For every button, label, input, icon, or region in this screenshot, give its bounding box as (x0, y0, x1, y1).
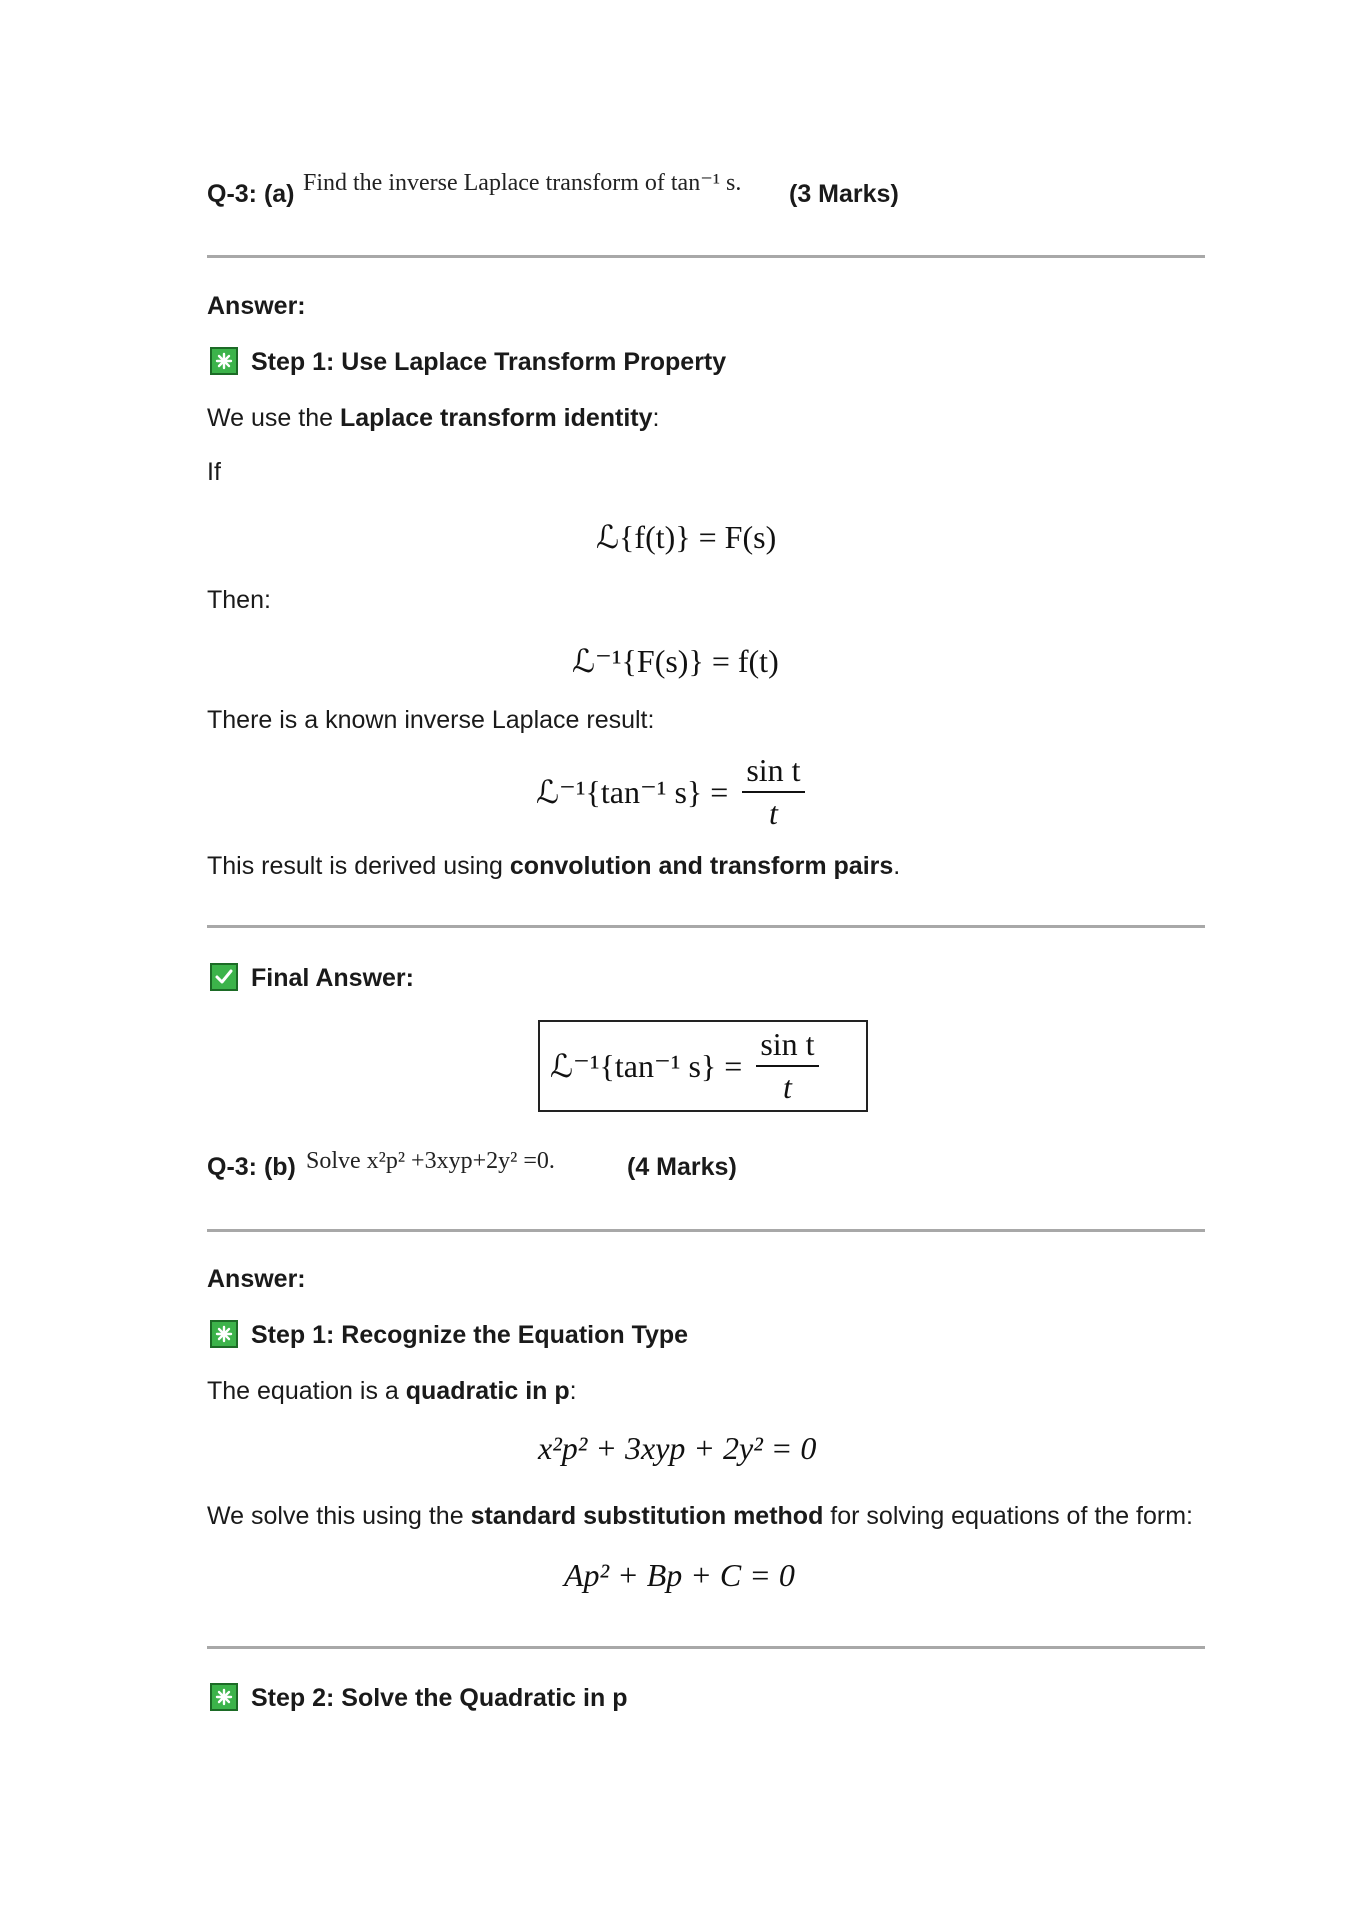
then-text: Then: (207, 586, 271, 614)
checkmark-icon (210, 963, 238, 991)
eq3-denominator: t (769, 795, 778, 831)
divider (207, 1646, 1205, 1649)
question-text-a: Find the inverse Laplace transform of tan⁻¹ s. (303, 170, 742, 196)
equation-laplace: ℒ{f(t)} = F(s) (596, 519, 777, 555)
question-label-a: Q-3: (a) (207, 180, 295, 208)
sparkle-icon (210, 1683, 238, 1711)
marks-a: (3 Marks) (789, 180, 899, 208)
eq3-fraction (742, 752, 804, 832)
sparkle-icon (210, 347, 238, 375)
answer-label-a: Answer: (207, 292, 306, 320)
step2-heading-b: Step 2: Solve the Quadratic in p (251, 1684, 628, 1712)
derived-line: This result is derived using convolution and transform pairs. (207, 852, 901, 880)
marks-b: (4 Marks) (627, 1153, 737, 1181)
eq3-numerator: sin t (742, 752, 804, 793)
final-lhs: ℒ⁻¹{tan⁻¹ s} = (550, 1048, 743, 1084)
sparkle-icon (210, 1320, 238, 1348)
if-text: If (207, 458, 221, 486)
question-label-b: Q-3: (b) (207, 1153, 296, 1181)
equation-final-answer (550, 1026, 819, 1106)
known-result-text: There is a known inverse Laplace result: (207, 706, 655, 734)
divider (207, 1229, 1205, 1232)
final-denominator: t (783, 1069, 792, 1105)
divider (207, 255, 1205, 258)
step1-heading-a: Step 1: Use Laplace Transform Property (251, 348, 727, 376)
final-numerator: sin t (756, 1026, 818, 1067)
substitution-line: We solve this using the standard substitution method for solving equations of the form: (207, 1502, 1193, 1530)
equation-quadratic: x²p² + 3xyp + 2y² = 0 (538, 1430, 817, 1466)
quadratic-line: The equation is a quadratic in p: (207, 1377, 577, 1405)
equation-inverse-laplace: ℒ⁻¹{F(s)} = f(t) (572, 643, 779, 679)
divider (207, 925, 1205, 928)
eq3-lhs: ℒ⁻¹{tan⁻¹ s} = (536, 774, 729, 810)
final-fraction (756, 1026, 818, 1106)
final-answer-heading: Final Answer: (251, 964, 414, 992)
question-text-b: Solve x²p² +3xyp+2y² =0. (306, 1148, 555, 1174)
equation-known-result (536, 752, 805, 832)
identity-line: We use the Laplace transform identity: (207, 404, 660, 432)
equation-general-form: Ap² + Bp + C = 0 (564, 1557, 795, 1593)
answer-label-b: Answer: (207, 1265, 306, 1293)
step1-heading-b: Step 1: Recognize the Equation Type (251, 1321, 689, 1349)
